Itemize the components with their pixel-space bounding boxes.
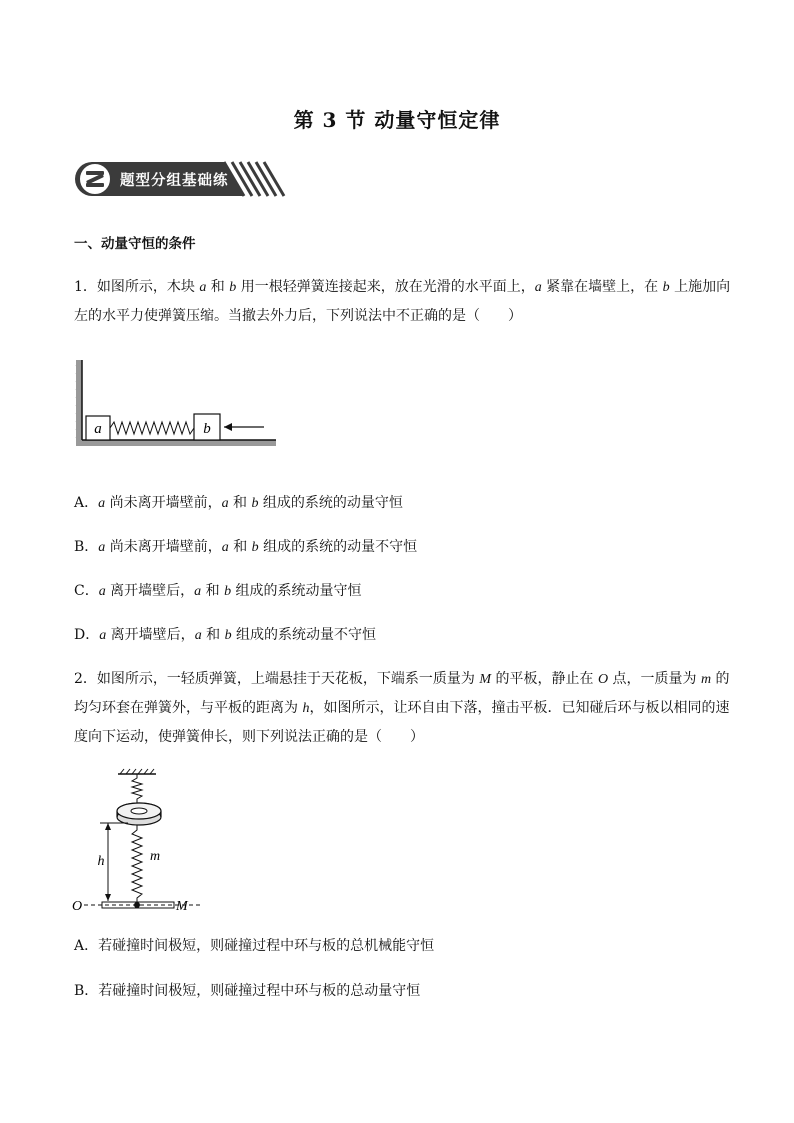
spring-upper (132, 774, 142, 804)
q1-option-d: D．a 离开墙壁后，a 和 b 组成的系统动量不守恒 (74, 627, 377, 643)
label-h: h (97, 854, 105, 869)
q1-line-2: 左的水平力使弹簧压缩。当撤去外力后，下列说法中不正确的是（ ） (74, 308, 522, 324)
block-b-label: b (203, 421, 211, 437)
q1-option-c: C．a 离开墙壁后，a 和 b 组成的系统动量守恒 (74, 583, 362, 599)
block-a-label: a (94, 421, 102, 437)
q2-stem (74, 665, 734, 752)
q2-line-3: 度向下运动，使弹簧伸长，则下列说法正确的是（ ） (74, 729, 424, 745)
q1-line-1: 1．如图所示，木块 a 和 b 用一根轻弹簧连接起来，放在光滑的水平面上，a 紧靠在墙壁上，在 b 上施加向 (74, 279, 731, 295)
q2-option-b: B．若碰撞时间极短，则碰撞过程中环与板的总动量守恒 (74, 983, 421, 999)
banner-label: 题型分组基础练 (120, 173, 229, 189)
point-o (134, 902, 140, 908)
section-banner (74, 158, 286, 200)
q2-figure (70, 768, 210, 918)
q1-figure (74, 360, 284, 452)
q1-stem (74, 273, 734, 331)
spring-1 (110, 422, 194, 434)
q2-line-2: 均匀环套在弹簧外，与平板的距离为 h，如图所示，让环自由下落，撞击平板．已知碰后环与板以相同的速 (74, 700, 730, 716)
label-m: m (150, 849, 161, 864)
q2-option-a: A．若碰撞时间极短，则碰撞过程中环与板的总机械能守恒 (74, 938, 435, 954)
spring-lower (132, 825, 142, 902)
label-o: O (72, 899, 83, 914)
q2-line-1: 2．如图所示，一轻质弹簧，上端悬挂于天花板，下端系一质量为 M 的平板，静止在 O 点，一质量为 m 的 (74, 671, 730, 687)
label-m-plate: M (176, 899, 188, 914)
q1-option-a: A．a 尚未离开墙壁前，a 和 b 组成的系统的动量守恒 (74, 495, 403, 511)
q1-option-b: B．a 尚未离开墙壁前，a 和 b 组成的系统的动量不守恒 (74, 539, 418, 555)
page-title: 第 3 节 动量守恒定律 (293, 108, 501, 132)
section-heading: 一、动量守恒的条件 (74, 236, 196, 252)
